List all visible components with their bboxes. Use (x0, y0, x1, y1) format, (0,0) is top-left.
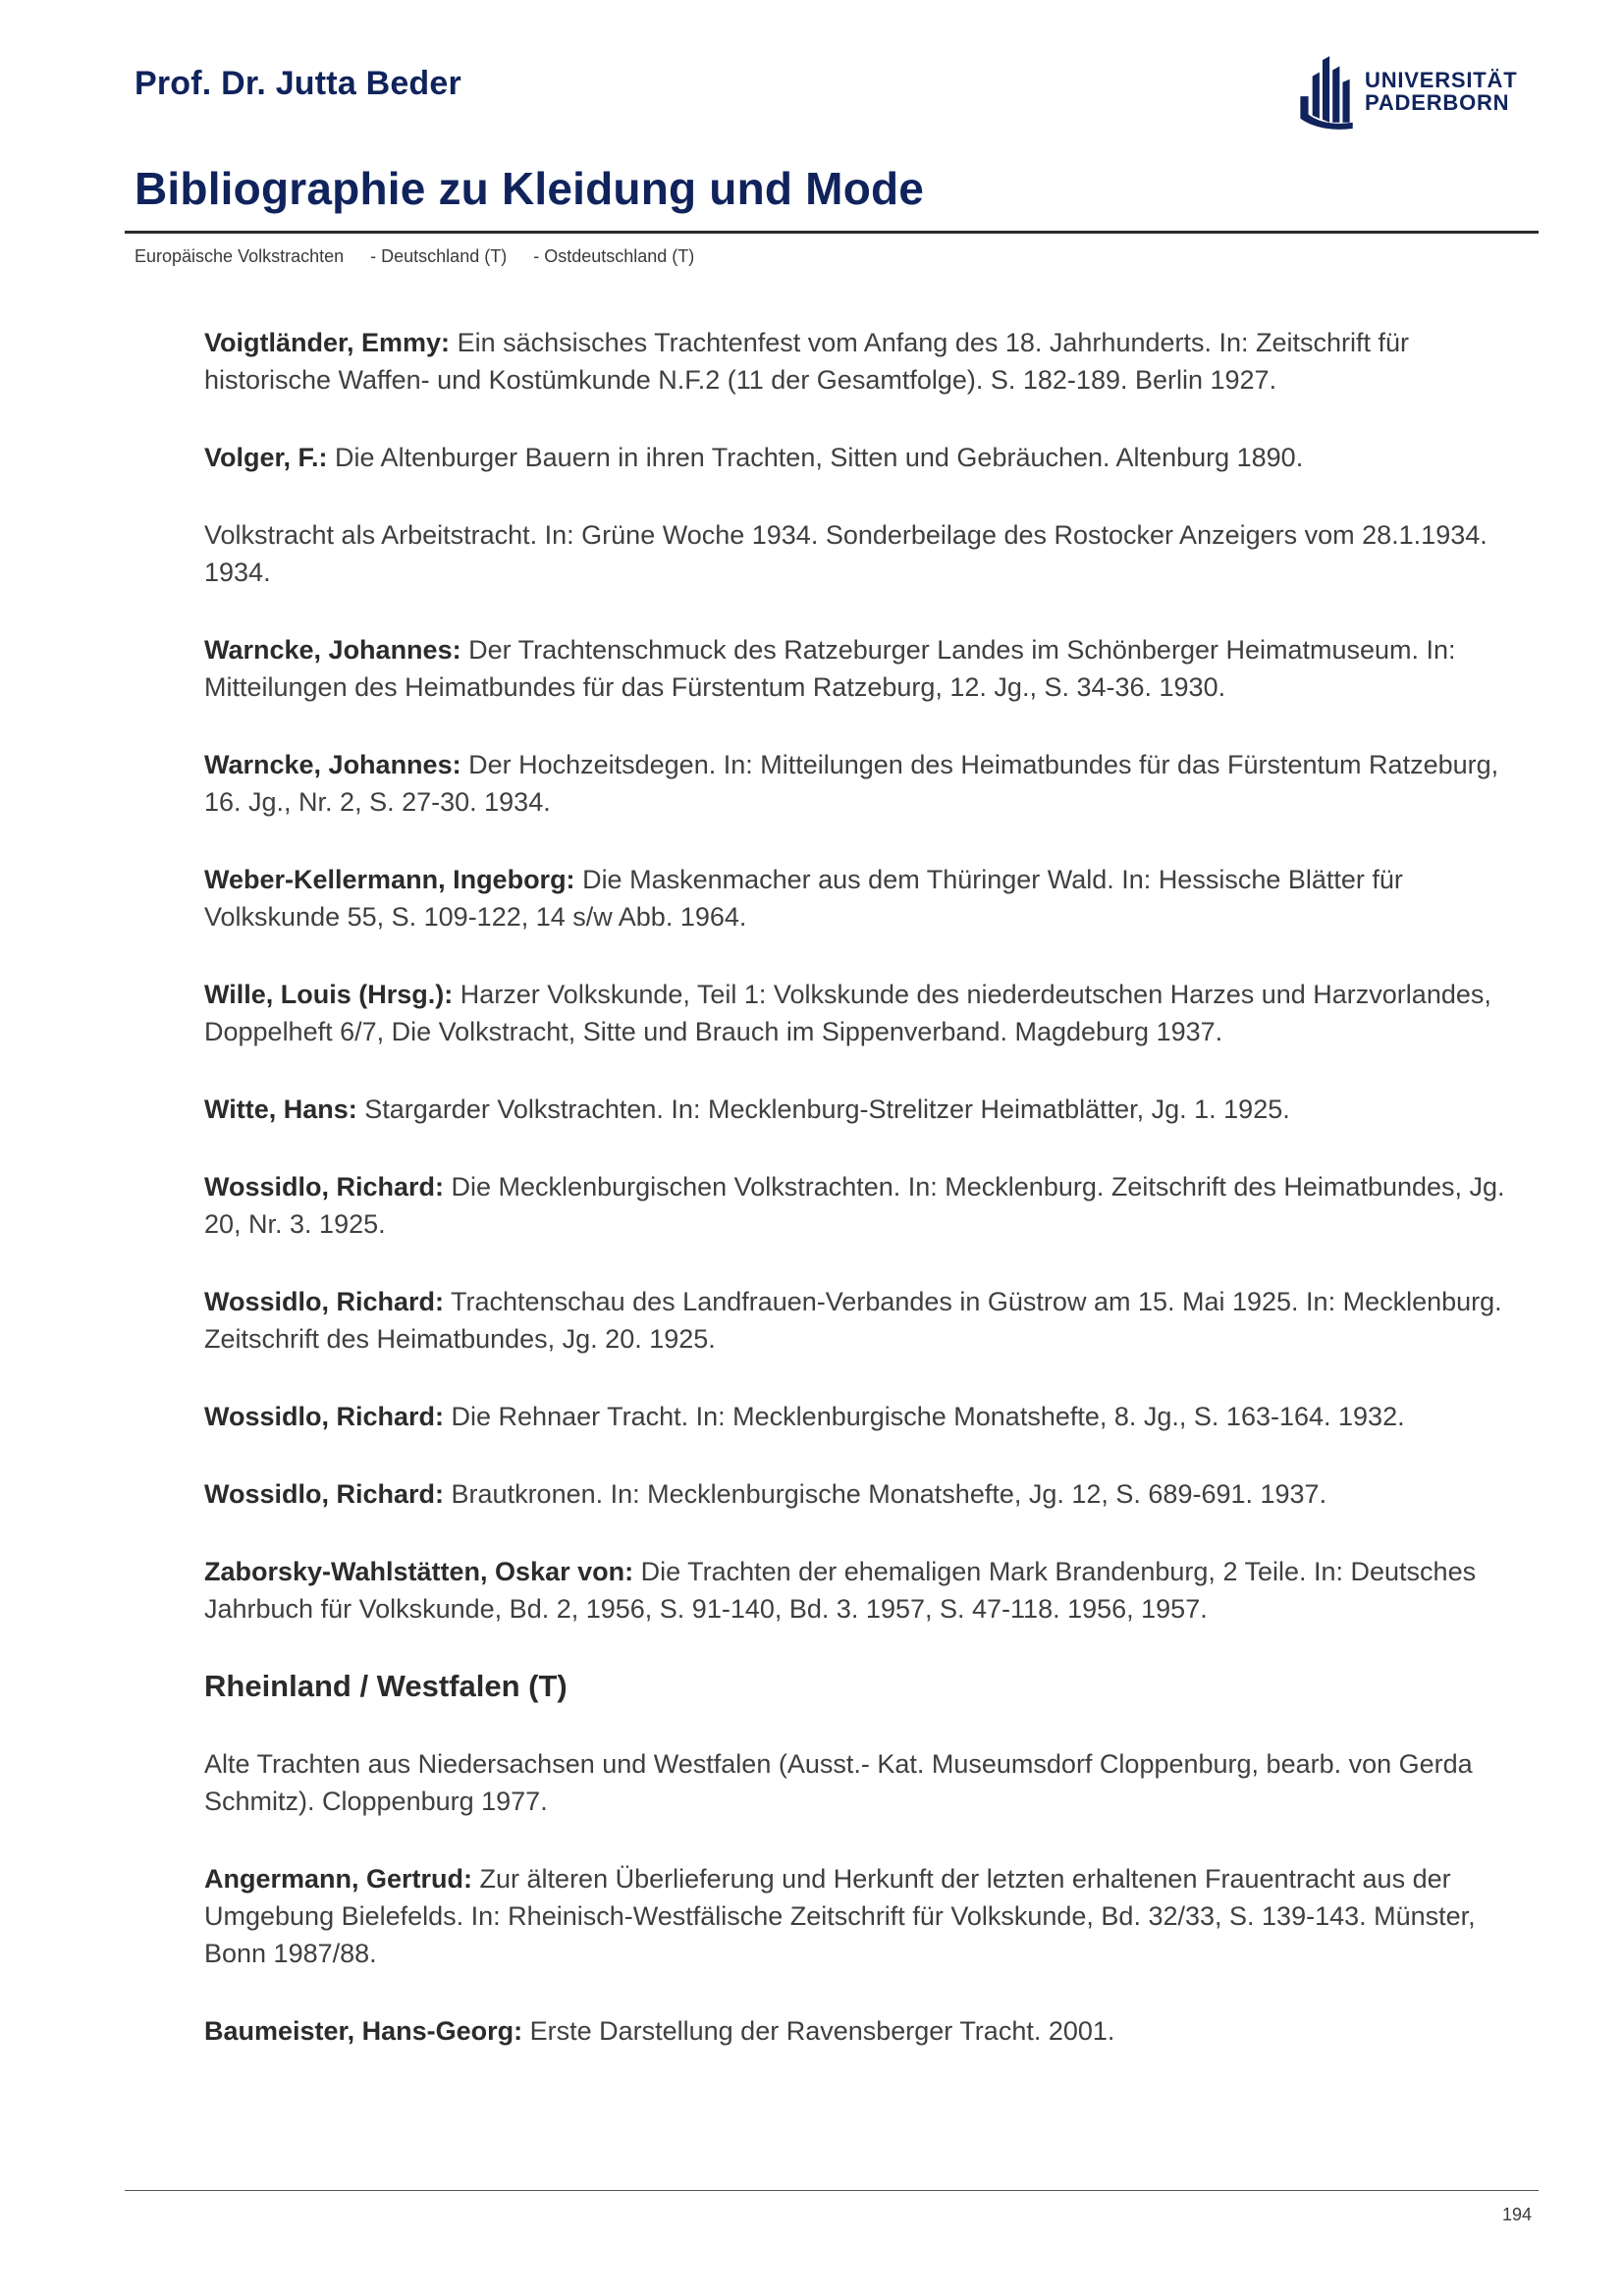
entry-author: Wossidlo, Richard: (204, 1287, 445, 1316)
breadcrumb-item-1: Europäische Volkstrachten (135, 246, 345, 266)
header-divider (125, 231, 1539, 234)
bibliography-list (204, 324, 1535, 2090)
bibliography-entry (204, 976, 1535, 1050)
bibliography-entry (204, 1475, 1535, 1513)
entry-text: Trachtenschau des Landfrauen-Verbandes in Güstrow am 15. Mai 1925. In: Mecklenburg. Zeitschrift des Heimatbundes, Jg. 20. 1925. (204, 1287, 1502, 1354)
university-logo-text (1365, 69, 1517, 114)
entry-text: Der Trachtenschmuck des Ratzeburger Landes im Schönberger Heimatmuseum. In: Mitteilungen des Heimatbundes für das Fürstentum Ratzeburg, 12. Jg., S. 34-36. 1930. (204, 635, 1456, 702)
logo-line-1: UNIVERSITÄT (1365, 68, 1518, 92)
breadcrumb-item-2: - Deutschland (T) (370, 246, 508, 266)
bibliography-entry (204, 1398, 1535, 1435)
bibliography-entry (204, 324, 1535, 399)
entry-author: Wille, Louis (Hrsg.): (204, 980, 454, 1009)
entry-text: Ein sächsisches Trachtenfest vom Anfang des 18. Jahrhunderts. In: Zeitschrift für historische Waffen- und Kostümkunde N.F.2 (11 der Gesamtfolge). S. 182-189. Berlin 1927. (204, 328, 1410, 395)
bibliography-entry (204, 1091, 1535, 1128)
bibliography-entry (204, 1745, 1535, 1820)
entry-text: Erste Darstellung der Ravensberger Tracht. 2001. (522, 2016, 1115, 2046)
section-heading: Rheinland / Westfalen (T) (204, 1669, 568, 1703)
entry-text: Die Rehnaer Tracht. In: Mecklenburgische Monatshefte, 8. Jg., S. 163-164. 1932. (444, 1402, 1405, 1431)
entry-text: Die Trachten der ehemaligen Mark Brandenburg, 2 Teile. In: Deutsches Jahrbuch für Volkskunde, Bd. 2, 1956, S. 91-140, Bd. 3. 1957, S. 47-118. 1956, 1957. (204, 1557, 1477, 1624)
entry-text: Die Maskenmacher aus dem Thüringer Wald. In: Hessische Blätter für Volkskunde 55, S. 109-122, 14 s/w Abb. 1964. (204, 865, 1403, 932)
entry-text: Der Hochzeitsdegen. In: Mitteilungen des Heimatbundes für das Fürstentum Ratzeburg, 16. Jg., Nr. 2, S. 27-30. 1934. (204, 750, 1499, 817)
logo-line-2: PADERBORN (1365, 90, 1510, 115)
university-logo-icon (1294, 52, 1355, 131)
entry-author: Warncke, Johannes: (204, 750, 461, 779)
entry-text: Brautkronen. In: Mecklenburgische Monatshefte, Jg. 12, S. 689-691. 1937. (444, 1479, 1327, 1509)
entry-author: Volger, F.: (204, 443, 328, 472)
entry-author: Warncke, Johannes: (204, 635, 461, 665)
bibliography-entry (204, 2012, 1535, 2050)
entry-author: Angermann, Gertrud: (204, 1864, 473, 1894)
entry-author: Weber-Kellermann, Ingeborg: (204, 865, 575, 894)
bibliography-entry (204, 439, 1535, 476)
entry-text: Alte Trachten aus Niedersachsen und Westfalen (Ausst.- Kat. Museumsdorf Cloppenburg, bearb. von Gerda Schmitz). Cloppenburg 1977. (204, 1749, 1473, 1816)
bibliography-entry (204, 1168, 1535, 1243)
entry-text: Die Mecklenburgischen Volkstrachten. In: Mecklenburg. Zeitschrift des Heimatbundes, Jg. 20, Nr. 3. 1925. (204, 1172, 1505, 1239)
bibliography-entry (204, 1283, 1535, 1358)
bibliography-entry (204, 1553, 1535, 1628)
entry-text: Zur älteren Überlieferung und Herkunft der letzten erhaltenen Frauentracht aus der Umgebung Bielefelds. In: Rheinisch-Westfälische Zeitschrift für Volkskunde, Bd. 32/33, S. 139-143. Münster, Bonn 1987/88. (204, 1864, 1476, 1968)
entry-author: Witte, Hans: (204, 1095, 357, 1124)
entry-text: Die Altenburger Bauern in ihren Trachten, Sitten und Gebräuchen. Altenburg 1890. (327, 443, 1304, 472)
page-number: 194 (1501, 2205, 1532, 2224)
page-title: Bibliographie zu Kleidung und Mode (135, 163, 925, 214)
entry-author: Wossidlo, Richard: (204, 1402, 445, 1431)
entry-author: Baumeister, Hans-Georg: (204, 2016, 523, 2046)
document-author: Prof. Dr. Jutta Beder (135, 65, 461, 102)
entry-author: Zaborsky-Wahlstätten, Oskar von: (204, 1557, 634, 1586)
breadcrumb (135, 246, 716, 267)
bibliography-entry (204, 746, 1535, 821)
breadcrumb-item-3: - Ostdeutschland (T) (533, 246, 695, 266)
bibliography-entry (204, 631, 1535, 706)
bibliography-entry (204, 516, 1535, 591)
entry-text: Harzer Volkskunde, Teil 1: Volkskunde des niederdeutschen Harzes und Harzvorlandes, Doppelheft 6/7, Die Volkstracht, Sitte und Brauch im Sippenverband. Magdeburg 1937. (204, 980, 1491, 1046)
entry-author: Voigtländer, Emmy: (204, 328, 451, 357)
entry-text: Stargarder Volkstrachten. In: Mecklenburg-Strelitzer Heimatblätter, Jg. 1. 1925. (356, 1095, 1290, 1124)
bibliography-entry (204, 861, 1535, 935)
bibliography-entry (204, 1860, 1535, 1972)
entry-author: Wossidlo, Richard: (204, 1479, 445, 1509)
university-logo (1294, 51, 1520, 132)
footer-divider (125, 2190, 1539, 2191)
entry-text: Volkstracht als Arbeitstracht. In: Grüne Woche 1934. Sonderbeilage des Rostocker Anzeigers vom 28.1.1934. 1934. (204, 520, 1488, 587)
entry-author: Wossidlo, Richard: (204, 1172, 445, 1201)
